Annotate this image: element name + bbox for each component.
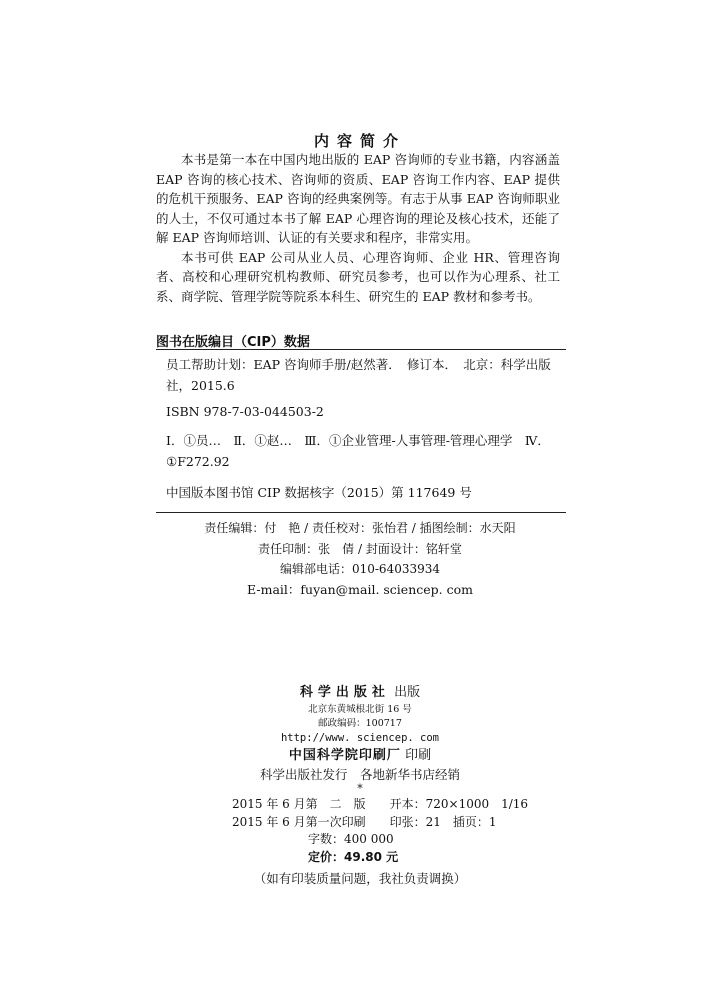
publisher-line [0,683,720,703]
cip-number-text: 中国版本图书馆 CIP 数据核字（2015）第 117649 号 [166,485,472,500]
classification-line: ①F272.92 [166,454,230,469]
cip-heading: 图书在版编目（CIP）数据 [156,335,310,350]
editorial-email: E-mail：fuyan@mail. sciencep. com [247,581,473,597]
publisher-url: http://www. sciencep. com [280,732,440,744]
editors-block [0,518,720,600]
classification-line: Ⅰ．①员… Ⅱ．①赵… Ⅲ．①企业管理-人事管理-管理心理学 Ⅳ． [166,433,550,448]
editors-line: 责任印制：张 倩 / 封面设计：铭轩堂 [258,541,462,556]
price-label: 定价： [308,849,345,864]
editorial-phone: 编辑部电话：010-64033934 [279,562,441,576]
divider [156,349,566,350]
price-line [232,849,528,867]
cip-description-line: 员工帮助计划：EAP 咨询师手册/赵然著． 修订本． 北京：科学出版 [166,357,551,372]
editors-line: 责任编辑：付 艳 / 责任校对：张怡君 / 插图绘制：水天阳 [204,521,516,535]
separator-star: * [357,782,363,795]
distribution-line: 科学出版社发行 各地新华书店经销 [259,767,460,782]
intro-title: 内容简介 [313,132,406,150]
intro-body [156,150,560,306]
publisher-name: 科学出版社 [299,685,390,700]
printing-line: 2015 年 6 月第一次印刷 印张：21 插页：1 [232,814,497,829]
cip-number [166,482,566,503]
specs-block [232,796,528,866]
price-value: 49.80 元 [344,849,399,864]
printer-name: 中国科学院印刷厂 [288,748,401,763]
word-count: 字数：400 000 [308,832,394,846]
isbn-text: ISBN 978-7-03-044503-2 [166,404,324,419]
printer-action: 印刷 [405,748,432,763]
printer-line [0,746,720,766]
edition-line: 2015 年 6 月第 二 版 开本：720×1000 1/16 [232,797,529,811]
quality-notice: （如有印装质量问题，我社负责调换） [253,871,467,886]
publisher-action: 出版 [394,685,421,700]
publisher-address: 北京东黄城根北街 16 号 [308,704,412,715]
cip-description-line: 社，2015.6 [166,378,235,393]
intro-paragraph: 本书是第一本在中国内地出版的 EAP 咨询师的专业书籍，内容涵盖 EAP 咨询的核心技术、咨询师的资质、EAP 咨询工作内容、EAP 提供的危机干预服务、EAP 咨询的经典案例等。有志于从事 EAP 咨询师职业的人士，不仅可通过本书了解 EAP 心理咨询的理论及核心技术，还能了解 EAP 咨询师培训、认证的有关要求和程序，非常实用。 [156,152,560,245]
colophon [0,683,720,794]
publisher-postcode: 邮政编码：100717 [318,718,402,729]
cip-description [166,354,566,396]
intro-paragraph: 本书可供 EAP 公司从业人员、心理咨询师、企业 HR、管理咨询者、高校和心理研究机构教师、研究员参考，也可以作为心理系、社工系、商学院、管理学院等院系本科生、研究生的 EAP 教材和参考书。 [156,249,560,304]
cip-classification [166,430,566,472]
divider [156,512,566,513]
cip-isbn [166,401,566,422]
